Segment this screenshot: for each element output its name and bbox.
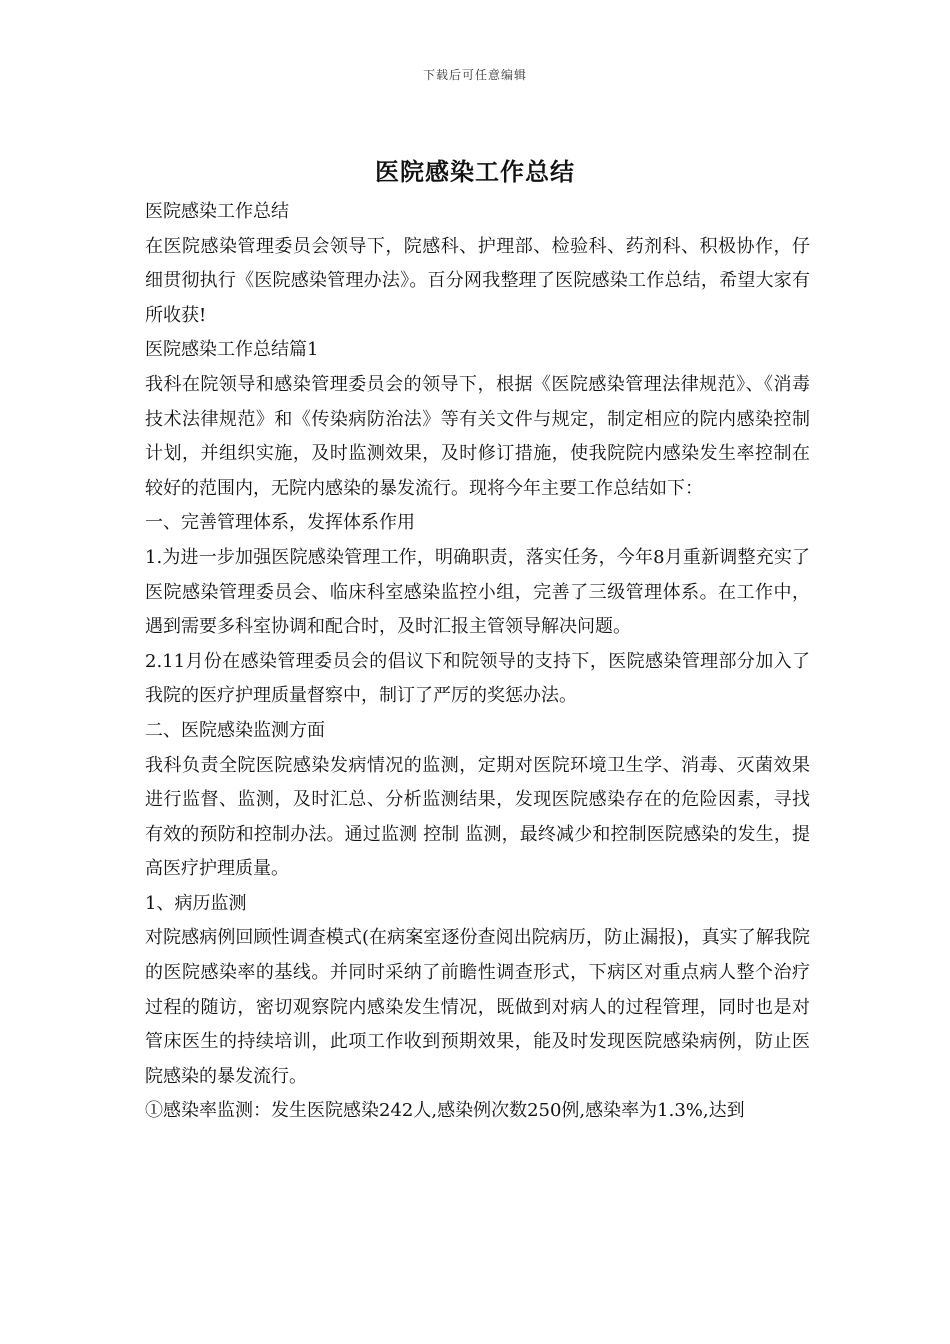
header-note: 下载后可任意编辑 bbox=[422, 68, 527, 82]
paragraph-item-1: 1.为进一步加强医院感染管理工作，明确职责，落实任务，今年8月重新调整充实了医院感染管理委员会、临床科室感染监控小组，完善了三级管理体系。在工作中，遇到需要多科室协调和配合时，及时汇报主管领导解决问题。 bbox=[145, 546, 810, 638]
paragraph-section-title: 医院感染工作总结篇1 bbox=[145, 339, 319, 361]
heading-management-system: 一、完善管理体系，发挥体系作用 bbox=[145, 512, 415, 534]
paragraph-overview: 我科在院领导和感染管理委员会的领导下，根据《医院感染管理法律规范》、《消毒技术法律规范》和《传染病防治法》等有关文件与规定，制定相应的院内感染控制计划，并组织实施，及时监测效果，及时修订措施，使我院院内感染发生率控制在较好的范围内，无院内感染的暴发流行。现将今年主要工作总结如下： bbox=[145, 373, 810, 499]
heading-case-monitoring: 1、病历监测 bbox=[145, 892, 247, 914]
paragraph-subtitle: 医院感染工作总结 bbox=[145, 201, 289, 222]
heading-monitoring: 二、医院感染监测方面 bbox=[145, 719, 325, 741]
paragraph-case-monitoring: 对院感病例回顾性调查模式(在病案室逐份查阅出院病历，防止漏报)，真实了解我院的医院感染率的基线。并同时采纳了前瞻性调查形式，下病区对重点病人整个治疗过程的随访，密切观察院内感染发生情况，既做到对病人的过程管理，同时也是对管床医生的持续培训，此项工作收到预期效果，能及时发现医院感染病例，防止医院感染的暴发流行。 bbox=[145, 927, 810, 1087]
document-title: 医院感染工作总结 bbox=[375, 157, 575, 186]
paragraph-item-2: 2.11月份在感染管理委员会的倡议下和院领导的支持下，医院感染管理部分加入了我院的医疗护理质量督察中，制订了严厉的奖惩办法。 bbox=[145, 650, 810, 707]
paragraph-infection-rate: ①感染率监测：发生医院感染242人,感染例次数250例,感染率为1.3%,达到 bbox=[145, 1100, 745, 1122]
document-body bbox=[145, 195, 810, 1129]
paragraph-monitoring: 我科负责全院医院感染发病情况的监测，定期对医院环境卫生学、消毒、灭菌效果进行监督、监测，及时汇总、分析监测结果，发现医院感染存在的危险因素，寻找有效的预防和控制办法。通过监测 控制 监测，最终减少和控制医院感染的发生，提高医疗护理质量。 bbox=[145, 754, 810, 880]
paragraph-intro: 在医院感染管理委员会领导下，院感科、护理部、检验科、药剂科、积极协作，仔细贯彻执行《医院感染管理办法》。百分网我整理了医院感染工作总结，希望大家有所收获! bbox=[145, 235, 810, 326]
